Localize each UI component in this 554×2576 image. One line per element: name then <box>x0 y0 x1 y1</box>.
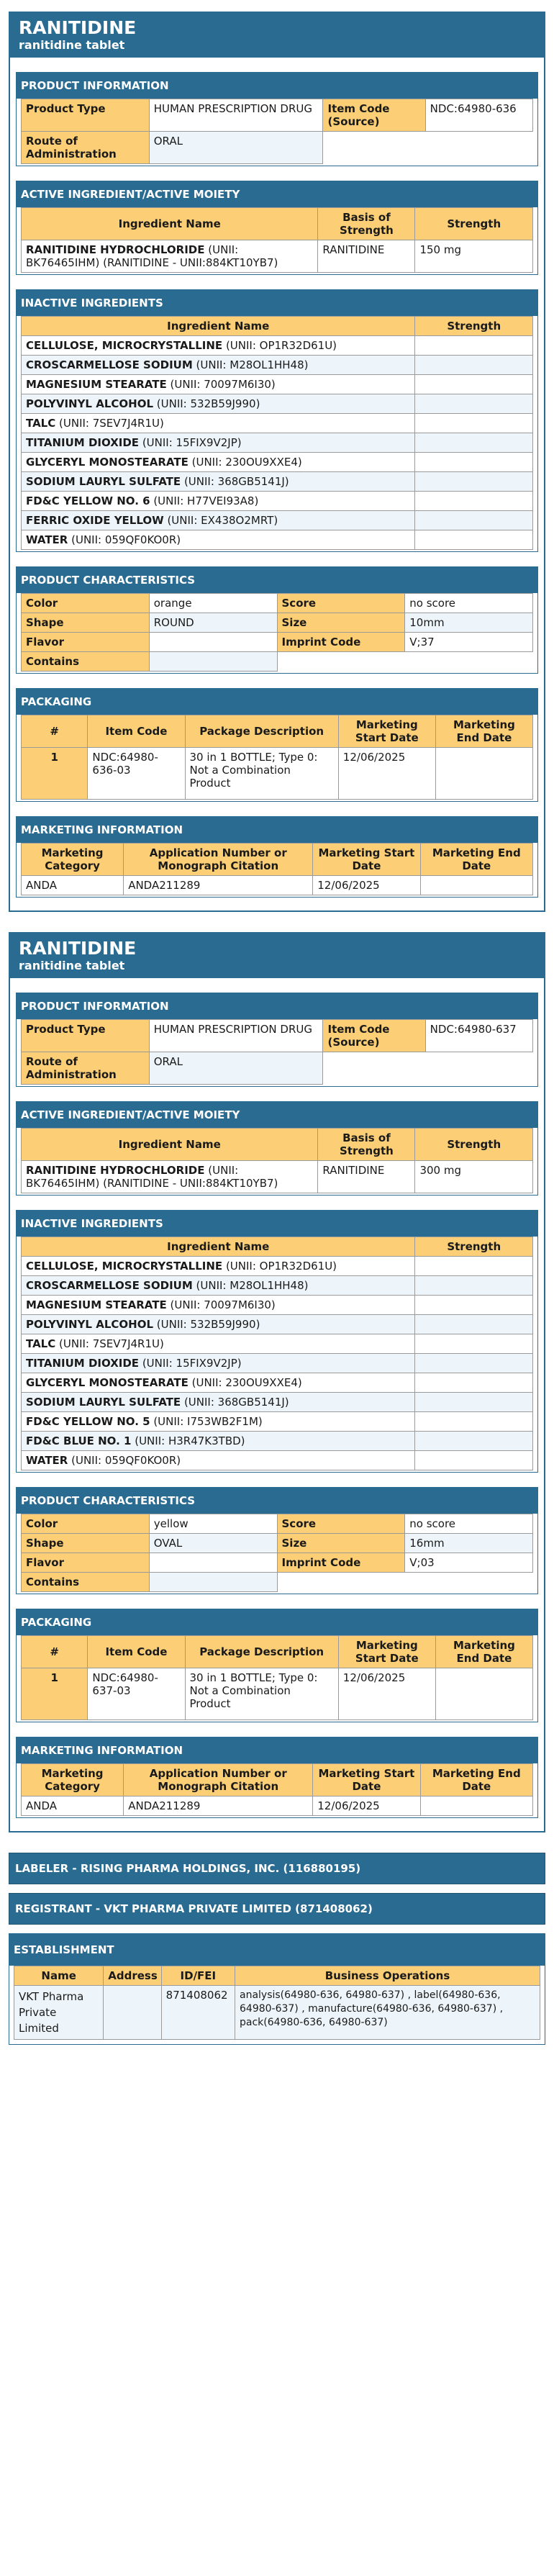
ingredient-name: WATER <box>26 1454 68 1467</box>
basis-of-strength: RANITIDINE <box>318 1161 415 1193</box>
header-strength: Strength <box>415 317 533 336</box>
imprint-value: V;37 <box>405 633 533 652</box>
est-header-ops: Business Operations <box>235 1966 540 1986</box>
active-ingredient-section <box>16 181 538 275</box>
inactive-ingredient <box>22 394 415 414</box>
route-value: ORAL <box>149 1052 323 1085</box>
inactive-ingredient <box>22 453 415 472</box>
table-row <box>22 492 533 511</box>
ingredient-name: CELLULOSE, MICROCRYSTALLINE <box>26 339 223 352</box>
imprint-value: V;03 <box>405 1553 533 1573</box>
inactive-ingredient <box>22 375 415 394</box>
header-basis: Basis of Strength <box>318 1129 415 1161</box>
ingredient-unii: (UNII: 230OU9XXE4) <box>188 456 302 469</box>
table-row <box>22 356 533 375</box>
marketing-table <box>21 843 533 895</box>
ingredient-strength <box>415 1296 533 1315</box>
ingredient-strength <box>415 1315 533 1334</box>
imprint-label: Imprint Code <box>277 1553 405 1573</box>
header-ingredient: Ingredient Name <box>22 1129 318 1161</box>
inactive-ingredient <box>22 1451 415 1470</box>
product-characteristics-section <box>16 566 538 674</box>
section-title: PRODUCT INFORMATION <box>17 73 537 99</box>
shape-value: OVAL <box>149 1534 277 1553</box>
contains-value <box>149 652 277 672</box>
ingredient-name: MAGNESIUM STEARATE <box>26 378 167 391</box>
item-code-label: Item Code (Source) <box>323 1020 425 1052</box>
header-marketing-category: Marketing Category <box>22 844 124 876</box>
header-basis: Basis of Strength <box>318 208 415 240</box>
ingredient-unii: (UNII: 7SEV7J4R1U) <box>55 417 164 430</box>
ingredient-name: TITANIUM DIOXIDE <box>26 1357 140 1370</box>
score-value: no score <box>405 594 533 613</box>
color-value: yellow <box>149 1514 277 1534</box>
header-application-number: Application Number or Monograph Citation <box>124 1764 313 1797</box>
header-end-date: Marketing End Date <box>435 1636 532 1668</box>
table-row <box>22 394 533 414</box>
table-row <box>22 1412 533 1432</box>
inactive-ingredient <box>22 1296 415 1315</box>
route-value: ORAL <box>149 132 323 164</box>
ingredient-unii: (UNII: 15FIX9V2JP) <box>139 1357 242 1370</box>
packaging-section <box>16 1609 538 1722</box>
table-row <box>22 433 533 453</box>
product-info-table <box>21 99 533 164</box>
inactive-ingredient <box>22 1412 415 1432</box>
header-item-code: Item Code <box>88 1636 185 1668</box>
packaging-table <box>21 1635 533 1720</box>
package-end-date <box>435 1668 532 1720</box>
ingredient-name: POLYVINYL ALCOHOL <box>26 1318 154 1331</box>
header-strength: Strength <box>415 208 533 240</box>
table-row <box>22 1354 533 1373</box>
ingredient-name: SODIUM LAURYL SULFATE <box>26 475 181 488</box>
ingredient-unii: (UNII: 368GB5141J) <box>181 475 289 488</box>
section-title: MARKETING INFORMATION <box>17 1737 537 1763</box>
inactive-ingredient <box>22 1432 415 1451</box>
table-row <box>22 530 533 550</box>
header-start-date: Marketing Start Date <box>313 844 420 876</box>
inactive-ingredient <box>22 1354 415 1373</box>
product-type-value: HUMAN PRESCRIPTION DRUG <box>149 99 323 132</box>
shape-label: Shape <box>22 1534 150 1553</box>
marketing-information-section <box>16 1737 538 1818</box>
header-marketing-category: Marketing Category <box>22 1764 124 1797</box>
section-title: PACKAGING <box>17 1609 537 1635</box>
ingredient-name: WATER <box>26 533 68 546</box>
est-header-address: Address <box>104 1966 161 1986</box>
header-start-date: Marketing Start Date <box>338 1636 435 1668</box>
ingredient-unii: (UNII: BK76465IHM) (RANITIDINE - UNII:884KT10YB7) <box>26 1164 278 1190</box>
header-package-description: Package Description <box>185 715 338 748</box>
ingredient-strength <box>415 472 533 492</box>
header-strength: Strength <box>415 1237 533 1257</box>
marketing-start-date: 12/06/2025 <box>313 1797 420 1816</box>
item-code-value: NDC:64980-637 <box>425 1020 532 1052</box>
table-row <box>22 1393 533 1412</box>
ingredient-name: RANITIDINE HYDROCHLORIDE <box>26 1164 205 1177</box>
section-title: MARKETING INFORMATION <box>17 817 537 843</box>
inactive-ingredient <box>22 1315 415 1334</box>
ingredient-strength <box>415 414 533 433</box>
est-address <box>104 1986 161 2040</box>
packaging-table <box>21 715 533 800</box>
ingredient-strength <box>415 1451 533 1470</box>
ingredient-name: POLYVINYL ALCOHOL <box>26 397 154 410</box>
ingredient-unii: (UNII: EX438O2MRT) <box>163 514 278 527</box>
strength-value: 150 mg <box>415 240 533 273</box>
ingredient-strength <box>415 530 533 550</box>
ingredient-unii: (UNII: 7SEV7J4R1U) <box>55 1337 164 1350</box>
flavor-label: Flavor <box>22 1553 150 1573</box>
ingredient-unii: (UNII: BK76465IHM) (RANITIDINE - UNII:884KT10YB7) <box>26 243 278 269</box>
inactive-ingredients-section <box>16 1210 538 1473</box>
ingredient-strength <box>415 1354 533 1373</box>
header-item-code: Item Code <box>88 715 185 748</box>
flavor-value <box>149 633 277 652</box>
ingredient-unii: (UNII: OP1R32D61U) <box>222 339 337 352</box>
ingredient-unii: (UNII: 059QF0KO0R) <box>68 1454 181 1467</box>
est-header-name: Name <box>14 1966 104 1986</box>
ingredient-strength <box>415 1276 533 1296</box>
ingredient-strength <box>415 1257 533 1276</box>
inactive-ingredient <box>22 511 415 530</box>
inactive-ingredient <box>22 1373 415 1393</box>
ingredient-strength <box>415 453 533 472</box>
color-value: orange <box>149 594 277 613</box>
package-item-code: NDC:64980-637-03 <box>88 1668 185 1720</box>
header-start-date: Marketing Start Date <box>338 715 435 748</box>
table-row <box>22 511 533 530</box>
establishment-title: ESTABLISHMENT <box>9 1934 545 1966</box>
ingredient-name: FD&C YELLOW NO. 6 <box>26 494 150 507</box>
header-end-date: Marketing End Date <box>435 715 532 748</box>
section-title: INACTIVE INGREDIENTS <box>17 1211 537 1237</box>
marketing-category: ANDA <box>22 1797 124 1816</box>
ingredient-name: GLYCERYL MONOSTEARATE <box>26 1376 189 1389</box>
table-row <box>22 1373 533 1393</box>
header-ingredient: Ingredient Name <box>22 317 415 336</box>
section-title: ACTIVE INGREDIENT/ACTIVE MOIETY <box>17 181 537 207</box>
table-row <box>22 414 533 433</box>
characteristics-table <box>21 1514 533 1592</box>
inactive-ingredient <box>22 1276 415 1296</box>
inactive-ingredient <box>22 472 415 492</box>
product-subtitle: ranitidine tablet <box>19 38 125 52</box>
ingredient-unii: (UNII: 15FIX9V2JP) <box>139 436 242 449</box>
flavor-label: Flavor <box>22 633 150 652</box>
inactive-ingredient <box>22 336 415 356</box>
table-row <box>22 1257 533 1276</box>
section-title: PRODUCT INFORMATION <box>17 993 537 1019</box>
product-header <box>10 13 544 58</box>
ingredient-unii: (UNII: 532B59J990) <box>153 1318 260 1331</box>
ingredient-name: CROSCARMELLOSE SODIUM <box>26 358 193 371</box>
table-row <box>14 1986 540 2040</box>
product-information-section <box>16 993 538 1087</box>
package-number: 1 <box>22 1668 88 1720</box>
inactive-ingredients-section <box>16 289 538 552</box>
inactive-ingredient <box>22 414 415 433</box>
ingredient-unii: (UNII: 059QF0KO0R) <box>68 533 181 546</box>
product-block <box>9 12 545 912</box>
flavor-value <box>149 1553 277 1573</box>
marketing-information-section <box>16 816 538 898</box>
package-description: 30 in 1 BOTTLE; Type 0: Not a Combination Product <box>185 1668 338 1720</box>
inactive-ingredient <box>22 530 415 550</box>
table-row <box>22 1451 533 1470</box>
ingredient-strength <box>415 375 533 394</box>
marketing-category: ANDA <box>22 876 124 895</box>
header-number: # <box>22 1636 88 1668</box>
contains-label: Contains <box>22 652 150 672</box>
product-type-value: HUMAN PRESCRIPTION DRUG <box>149 1020 323 1052</box>
item-code-label: Item Code (Source) <box>323 99 425 132</box>
est-name: VKT Pharma Private Limited <box>14 1986 104 2040</box>
marketing-end-date <box>420 876 532 895</box>
ingredient-name: FERRIC OXIDE YELLOW <box>26 514 164 527</box>
product-block <box>9 932 545 1832</box>
ingredient-strength <box>415 356 533 375</box>
ingredient-name: RANITIDINE HYDROCHLORIDE <box>26 243 205 256</box>
product-info-table <box>21 1019 533 1085</box>
table-row <box>22 453 533 472</box>
labeler-bar: LABELER - RISING PHARMA HOLDINGS, INC. (116880195) <box>9 1853 545 1884</box>
strength-value: 300 mg <box>415 1161 533 1193</box>
package-description: 30 in 1 BOTTLE; Type 0: Not a Combination Product <box>185 748 338 800</box>
ingredient-name: CELLULOSE, MICROCRYSTALLINE <box>26 1260 223 1273</box>
table-row <box>22 1315 533 1334</box>
section-title: PRODUCT CHARACTERISTICS <box>17 567 537 593</box>
contains-value <box>149 1573 277 1592</box>
section-title: PRODUCT CHARACTERISTICS <box>17 1488 537 1514</box>
ingredient-strength <box>415 1373 533 1393</box>
ingredient-name: FD&C BLUE NO. 1 <box>26 1434 132 1447</box>
table-row <box>22 1432 533 1451</box>
size-value: 10mm <box>405 613 533 633</box>
ingredient-name: FD&C YELLOW NO. 5 <box>26 1415 150 1428</box>
header-number: # <box>22 715 88 748</box>
product-type-label: Product Type <box>22 99 150 132</box>
table-row <box>22 1668 533 1720</box>
ingredient-strength <box>415 511 533 530</box>
imprint-label: Imprint Code <box>277 633 405 652</box>
ingredient-strength <box>415 492 533 511</box>
packaging-section <box>16 688 538 802</box>
table-row <box>22 876 533 895</box>
package-item-code: NDC:64980-636-03 <box>88 748 185 800</box>
ingredient-unii: (UNII: 70097M6I30) <box>166 378 276 391</box>
header-strength: Strength <box>415 1129 533 1161</box>
section-title: PACKAGING <box>17 689 537 715</box>
product-information-section <box>16 72 538 166</box>
inactive-ingredients-table <box>21 1237 533 1470</box>
header-ingredient: Ingredient Name <box>22 208 318 240</box>
header-start-date: Marketing Start Date <box>313 1764 420 1797</box>
ingredient-unii: (UNII: I753WB2F1M) <box>150 1415 263 1428</box>
establishment-section <box>9 1933 545 2045</box>
ingredient-strength <box>415 1334 533 1354</box>
registrant-bar: REGISTRANT - VKT PHARMA PRIVATE LIMITED (871408062) <box>9 1893 545 1925</box>
inactive-ingredient <box>22 492 415 511</box>
marketing-table <box>21 1763 533 1816</box>
basis-of-strength: RANITIDINE <box>318 240 415 273</box>
est-id: 871408062 <box>161 1986 235 2040</box>
header-end-date: Marketing End Date <box>420 844 532 876</box>
ingredient-unii: (UNII: M28OL1HH48) <box>192 1279 309 1292</box>
ingredient-name: CROSCARMELLOSE SODIUM <box>26 1279 193 1292</box>
section-title: INACTIVE INGREDIENTS <box>17 290 537 316</box>
table-row <box>22 375 533 394</box>
table-row <box>22 472 533 492</box>
inactive-ingredient <box>22 356 415 375</box>
product-type-label: Product Type <box>22 1020 150 1052</box>
table-row <box>22 336 533 356</box>
header-ingredient: Ingredient Name <box>22 1237 415 1257</box>
active-ingredient-section <box>16 1101 538 1196</box>
inactive-ingredient <box>22 1334 415 1354</box>
ingredient-unii: (UNII: H3R47K3TBD) <box>131 1434 245 1447</box>
ingredient-name: TALC <box>26 417 56 430</box>
product-title: RANITIDINE <box>19 17 137 38</box>
est-ops: analysis(64980-636, 64980-637) , label(64980-636, 64980-637) , manufacture(64980-636, 64980-637) , pack(64980-636, 64980-637) <box>235 1986 540 2040</box>
header-package-description: Package Description <box>185 1636 338 1668</box>
ingredient-strength <box>415 1393 533 1412</box>
marketing-start-date: 12/06/2025 <box>313 876 420 895</box>
route-label: Route of Administration <box>22 1052 150 1085</box>
table-row <box>22 1797 533 1816</box>
ingredient-strength <box>415 1432 533 1451</box>
item-code-value: NDC:64980-636 <box>425 99 532 132</box>
ingredient-unii: (UNII: M28OL1HH48) <box>192 358 309 371</box>
ingredient-name: SODIUM LAURYL SULFATE <box>26 1396 181 1409</box>
inactive-ingredient <box>22 1257 415 1276</box>
score-value: no score <box>405 1514 533 1534</box>
table-row <box>22 1296 533 1315</box>
ingredient-name: TALC <box>26 1337 56 1350</box>
header-application-number: Application Number or Monograph Citation <box>124 844 313 876</box>
product-title: RANITIDINE <box>19 938 137 959</box>
application-number: ANDA211289 <box>124 1797 313 1816</box>
marketing-end-date <box>420 1797 532 1816</box>
table-row <box>22 1161 533 1193</box>
inactive-ingredients-table <box>21 316 533 550</box>
active-ingredient <box>22 240 318 273</box>
ingredient-strength <box>415 336 533 356</box>
table-row <box>22 1334 533 1354</box>
ingredient-name: GLYCERYL MONOSTEARATE <box>26 456 189 469</box>
characteristics-table <box>21 593 533 672</box>
table-row <box>22 1276 533 1296</box>
contains-label: Contains <box>22 1573 150 1592</box>
size-value: 16mm <box>405 1534 533 1553</box>
package-start-date: 12/06/2025 <box>338 1668 435 1720</box>
package-number: 1 <box>22 748 88 800</box>
inactive-ingredient <box>22 433 415 453</box>
color-label: Color <box>22 1514 150 1534</box>
package-start-date: 12/06/2025 <box>338 748 435 800</box>
package-end-date <box>435 748 532 800</box>
ingredient-unii: (UNII: 532B59J990) <box>153 397 260 410</box>
ingredient-unii: (UNII: OP1R32D61U) <box>222 1260 337 1273</box>
product-subtitle: ranitidine tablet <box>19 959 125 972</box>
header-end-date: Marketing End Date <box>420 1764 532 1797</box>
ingredient-strength <box>415 1412 533 1432</box>
size-label: Size <box>277 1534 405 1553</box>
shape-value: ROUND <box>149 613 277 633</box>
score-label: Score <box>277 1514 405 1534</box>
active-ingredient <box>22 1161 318 1193</box>
product-header <box>10 934 544 978</box>
product-characteristics-section <box>16 1487 538 1594</box>
application-number: ANDA211289 <box>124 876 313 895</box>
ingredient-name: TITANIUM DIOXIDE <box>26 436 140 449</box>
section-title: ACTIVE INGREDIENT/ACTIVE MOIETY <box>17 1102 537 1128</box>
route-label: Route of Administration <box>22 132 150 164</box>
ingredient-name: MAGNESIUM STEARATE <box>26 1298 167 1311</box>
color-label: Color <box>22 594 150 613</box>
score-label: Score <box>277 594 405 613</box>
ingredient-unii: (UNII: 70097M6I30) <box>166 1298 276 1311</box>
ingredient-unii: (UNII: 368GB5141J) <box>181 1396 289 1409</box>
ingredient-strength <box>415 433 533 453</box>
table-row <box>22 748 533 800</box>
active-ingredient-table <box>21 1128 533 1193</box>
table-row <box>22 240 533 273</box>
size-label: Size <box>277 613 405 633</box>
inactive-ingredient <box>22 1393 415 1412</box>
ingredient-strength <box>415 394 533 414</box>
ingredient-unii: (UNII: H77VEI93A8) <box>150 494 259 507</box>
establishment-table <box>14 1966 540 2040</box>
shape-label: Shape <box>22 613 150 633</box>
ingredient-unii: (UNII: 230OU9XXE4) <box>188 1376 302 1389</box>
active-ingredient-table <box>21 207 533 273</box>
est-header-id: ID/FEI <box>161 1966 235 1986</box>
